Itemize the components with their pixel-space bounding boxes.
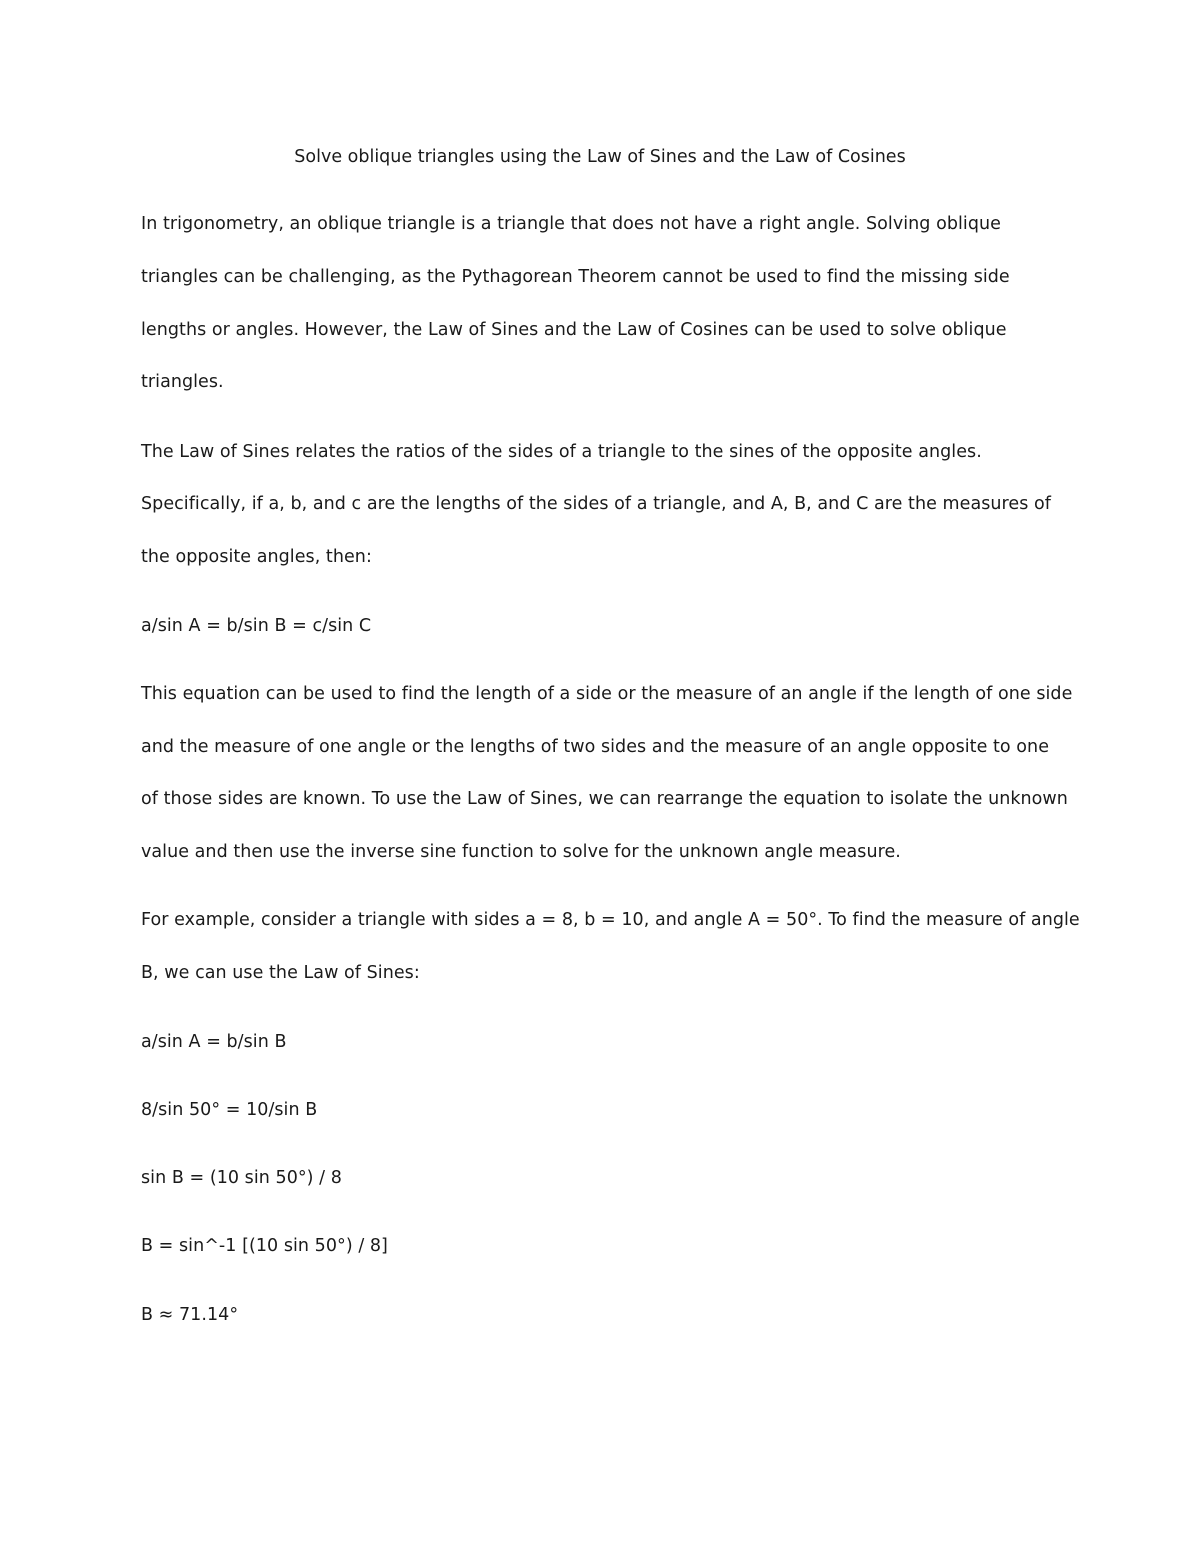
equation-line: sin B = (10 sin 50°) / 8 (141, 1168, 342, 1188)
paragraph-line: triangles. (141, 372, 224, 392)
equation-line: a/sin A = b/sin B = c/sin C (141, 616, 372, 636)
equation-line: B ≈ 71.14° (141, 1305, 239, 1325)
paragraph-line: and the measure of one angle or the lengths of two sides and the measure of an angle opposite to one (141, 737, 1050, 757)
paragraph-line: lengths or angles. However, the Law of Sines and the Law of Cosines can be used to solve oblique (141, 320, 1007, 340)
paragraph-line: triangles can be challenging, as the Pythagorean Theorem cannot be used to find the missing side (141, 267, 1010, 287)
paragraph-line: value and then use the inverse sine function to solve for the unknown angle measure. (141, 842, 901, 862)
document-title: Solve oblique triangles using the Law of Sines and the Law of Cosines (294, 147, 906, 167)
equation-line: a/sin A = b/sin B (141, 1032, 287, 1052)
equation-line: 8/sin 50° = 10/sin B (141, 1100, 318, 1120)
paragraph-line: The Law of Sines relates the ratios of the sides of a triangle to the sines of the opposite angles. (141, 442, 982, 462)
paragraph-line: of those sides are known. To use the Law of Sines, we can rearrange the equation to isolate the unknown (141, 789, 1068, 809)
paragraph-line: In trigonometry, an oblique triangle is a triangle that does not have a right angle. Solving oblique (141, 214, 1001, 234)
paragraph-line: the opposite angles, then: (141, 547, 372, 567)
paragraph-line: This equation can be used to find the length of a side or the measure of an angle if the length of one side (141, 684, 1073, 704)
paragraph-line: For example, consider a triangle with sides a = 8, b = 10, and angle A = 50°. To find the measure of angle (141, 910, 1080, 930)
paragraph-line: Specifically, if a, b, and c are the lengths of the sides of a triangle, and A, B, and C are the measures of (141, 494, 1051, 514)
equation-line: B = sin^-1 [(10 sin 50°) / 8] (141, 1236, 388, 1256)
paragraph-line: B, we can use the Law of Sines: (141, 963, 420, 983)
